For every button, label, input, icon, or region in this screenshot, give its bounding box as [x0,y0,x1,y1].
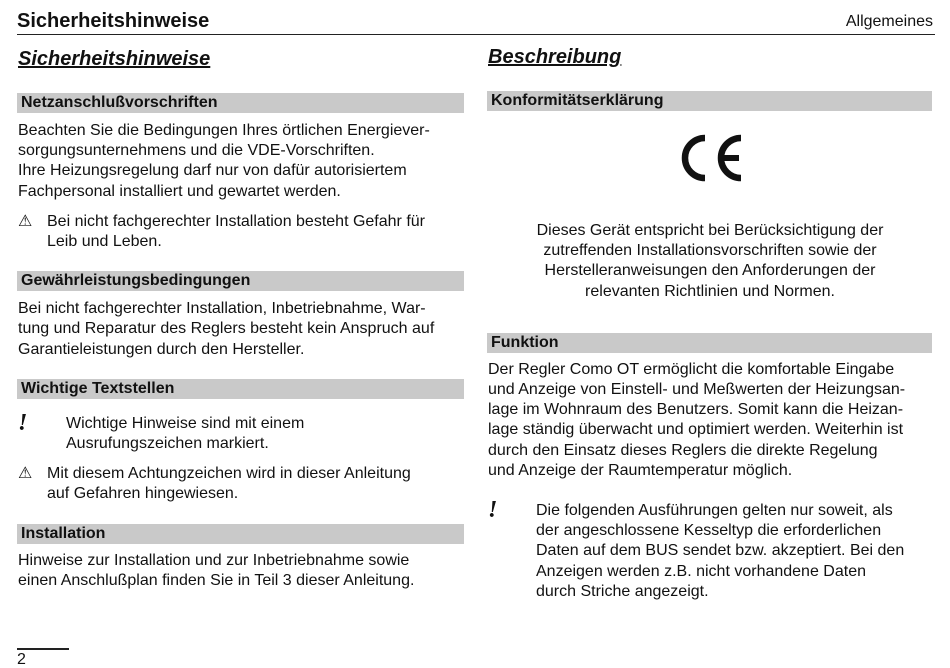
text-line: durch Striche angezeigt. [536,582,709,600]
section-heading-netzanschluss: Netzanschlußvorschriften [17,93,464,113]
text-line: der angeschlossene Kesseltyp die erforderlichen [536,522,882,540]
installation-text [18,551,464,591]
konformitaet-text [488,221,932,302]
text-line: durch den Einsatz dieses Reglers die direkte Regelung [488,441,878,459]
warning-note [18,464,464,504]
text-line: Dieses Gerät entspricht bei Berücksichtigung der [536,222,884,239]
text-line: tung und Reparatur des Reglers besteht kein Anspruch auf [18,320,435,338]
gewaehrleistung-text [18,299,464,360]
text-line: Die folgenden Ausführungen gelten nur soweit, als [536,502,893,520]
netzanschluss-text [18,121,464,202]
text-line: zutreffenden Installationsvorschriften sowie der [543,242,877,260]
section-heading-textstellen: Wichtige Textstellen [17,379,464,399]
warning-note [18,212,464,252]
exclamation-icon: ! [488,497,498,524]
text-line: Leib und Leben. [47,233,162,251]
section-heading-konformitaet: Konformitätserklärung [487,91,932,111]
header-section: Allgemeines [845,13,933,30]
text-line: und Anzeige von Einstell- und Meßwerten der Heizungsan- [488,381,906,399]
text-line: Fachpersonal installiert und gewartet werden. [18,182,341,200]
page-header [17,8,935,35]
section-heading-gewaehrleistung: Gewährleistungsbedingungen [17,271,464,291]
text-line: Bei nicht fachgerechter Installation, Inbetriebnahme, War- [18,300,426,318]
section-heading-installation: Installation [17,524,464,544]
text-line: Daten auf dem BUS sendet bzw. akzeptiert. Bei den [536,542,905,560]
warning-triangle-icon: ⚠ [18,212,33,230]
text-line: Ihre Heizungsregelung darf nur von dafür autorisiertem [18,162,407,180]
right-column [488,44,932,602]
text-line: Der Regler Como OT ermöglicht die komfortable Eingabe [488,360,895,378]
text-line: Mit diesem Achtungzeichen wird in dieser Anleitung [47,465,411,483]
ce-mark-icon [674,131,746,185]
text-line: Wichtige Hinweise sind mit einem [66,414,305,432]
footer-rule [17,648,69,650]
text-line: Anzeigen werden z.B. nicht vorhandene Daten [536,562,866,580]
exclamation-icon: ! [18,409,28,436]
page-number: 2 [17,651,26,668]
section-heading-funktion: Funktion [487,333,932,353]
left-column-title: Sicherheitshinweise [18,48,211,70]
text-line: auf Gefahren hingewiesen. [47,485,239,503]
important-note [488,497,932,602]
left-column [18,44,464,591]
text-line: Garantieleistungen durch den Hersteller. [18,340,305,358]
text-line: Bei nicht fachgerechter Installation besteht Gefahr für [47,212,425,230]
header-title: Sicherheitshinweise [17,10,210,32]
important-note [18,409,464,454]
text-line: einen Anschlußplan finden Sie in Teil 3 dieser Anleitung. [18,571,415,589]
text-line: sorgungsunternehmens und die VDE-Vorschriften. [18,142,375,160]
text-line: Beachten Sie die Bedingungen Ihres örtlichen Energiever- [18,122,430,139]
right-column-title: Beschreibung [488,46,622,68]
text-line: lage im Wohnraum des Benutzers. Somit kann die Heizan- [488,401,904,419]
funktion-text [488,360,932,481]
text-line: Ausrufungszeichen markiert. [66,435,269,453]
text-line: lage ständig überwacht und optimiert werden. Weiterhin ist [488,421,904,439]
text-line: Hinweise zur Installation und zur Inbetriebnahme sowie [18,551,410,569]
text-line: Herstelleranweisungen den Anforderungen der [544,262,876,280]
warning-triangle-icon: ⚠ [18,465,33,483]
text-line: relevanten Richtlinien und Normen. [585,282,835,300]
text-line: und Anzeige der Raumtemperatur möglich. [488,461,793,479]
